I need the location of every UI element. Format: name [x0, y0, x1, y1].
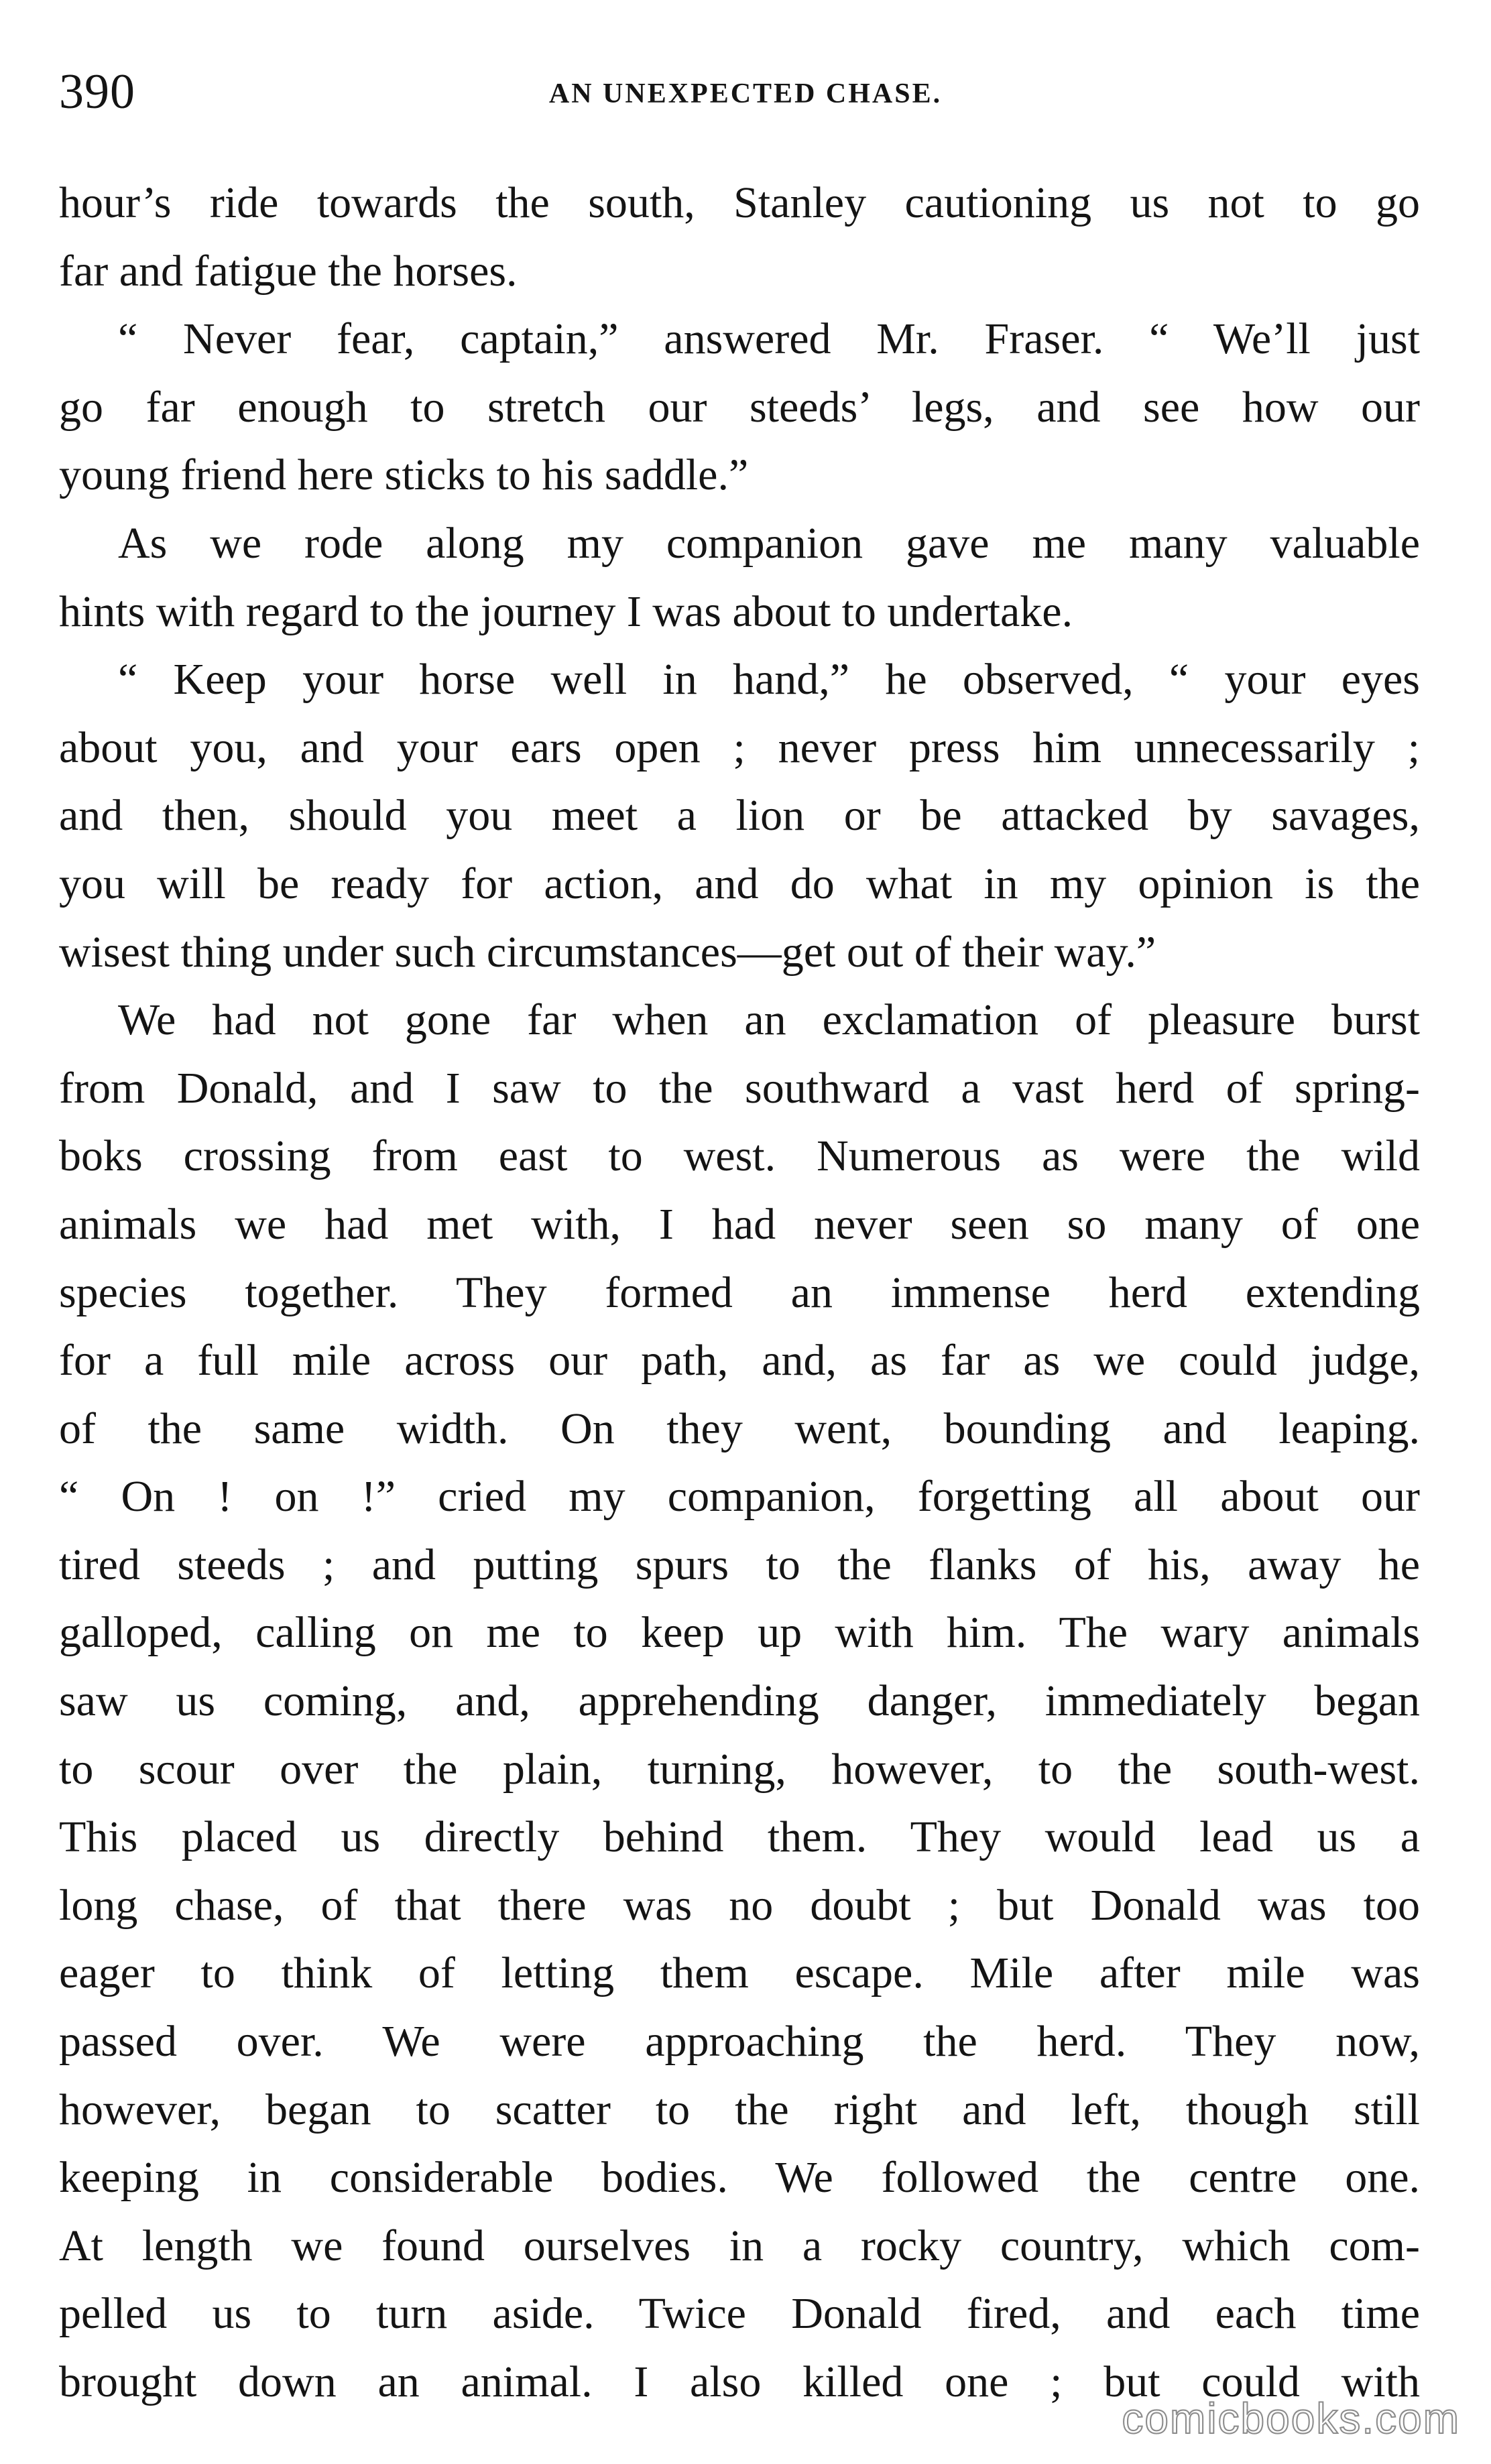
text-line: for a full mile across our path, and, as far as we could judge,: [59, 1336, 1420, 1385]
text-line: galloped, calling on me to keep up with him. The wary animals: [59, 1608, 1420, 1658]
text-line: species together. They formed an immense herd extending: [59, 1268, 1420, 1317]
text-line: long chase, of that there was no doubt ; but Donald was too: [59, 1880, 1420, 1930]
text-line: pelled us to turn aside. Twice Donald fired, and each time: [59, 2289, 1420, 2339]
text-line: of the same width. On they went, bounding and leaping.: [59, 1404, 1420, 1453]
text-line: far and fatigue the horses.: [59, 246, 518, 296]
text-line: hour’s ride towards the south, Stanley cautioning us not to go: [59, 178, 1420, 227]
watermark: comicbooks.com: [1122, 2394, 1460, 2443]
text-line: This placed us directly behind them. They would lead us a: [59, 1812, 1420, 1862]
text-line: wisest thing under such circumstances—get out of their way.”: [59, 927, 1156, 977]
text-line: As we rode along my companion gave me many valuable: [118, 518, 1420, 568]
text-line: eager to think of letting them escape. Mile after mile was: [59, 1949, 1420, 1998]
text-line: you will be ready for action, and do what in my opinion is the: [59, 859, 1420, 908]
text-line: go far enough to stretch our steeds’ legs, and see how our: [59, 382, 1420, 432]
text-line: young friend here sticks to his saddle.”: [59, 450, 749, 500]
text-line: animals we had met with, I had never seen so many of one: [59, 1199, 1420, 1249]
text-line: to scour over the plain, turning, however, to the south-west.: [59, 1744, 1420, 1794]
running-title: AN UNEXPECTED CHASE.: [548, 78, 943, 109]
text-line: passed over. We were approaching the herd. They now,: [59, 2017, 1420, 2067]
text-line: boks crossing from east to west. Numerous as were the wild: [59, 1131, 1420, 1181]
body-text: [59, 169, 1420, 2416]
text-line: hints with regard to the journey I was about to undertake.: [59, 587, 1073, 636]
text-line: “ On ! on !” cried my companion, forgetting all about our: [59, 1472, 1420, 1522]
text-line: about you, and your ears open ; never press him unnecessarily ;: [59, 723, 1420, 772]
text-line: however, began to scatter to the right and left, though still: [59, 2085, 1420, 2134]
text-line: from Donald, and I saw to the southward a vast herd of spring-: [59, 1063, 1420, 1113]
text-line: brought down an animal. I also killed one ; but could with: [59, 2357, 1420, 2406]
text-line: At length we found ourselves in a rocky country, which com-: [59, 2221, 1420, 2270]
text-line: keeping in considerable bodies. We followed the centre one.: [59, 2153, 1420, 2203]
text-line: and then, should you meet a lion or be attacked by savages,: [59, 791, 1420, 841]
text-line: We had not gone far when an exclamation of pleasure burst: [118, 995, 1420, 1045]
text-line: “ Keep your horse well in hand,” he observed, “ your eyes: [118, 655, 1420, 704]
text-line: “ Never fear, captain,” answered Mr. Fraser. “ We’ll just: [118, 314, 1420, 364]
text-line: saw us coming, and, apprehending danger, immediately began: [59, 1676, 1420, 1726]
running-head: [59, 55, 1432, 129]
text-line: tired steeds ; and putting spurs to the flanks of his, away he: [59, 1540, 1420, 1589]
page-number: 390: [59, 64, 135, 119]
